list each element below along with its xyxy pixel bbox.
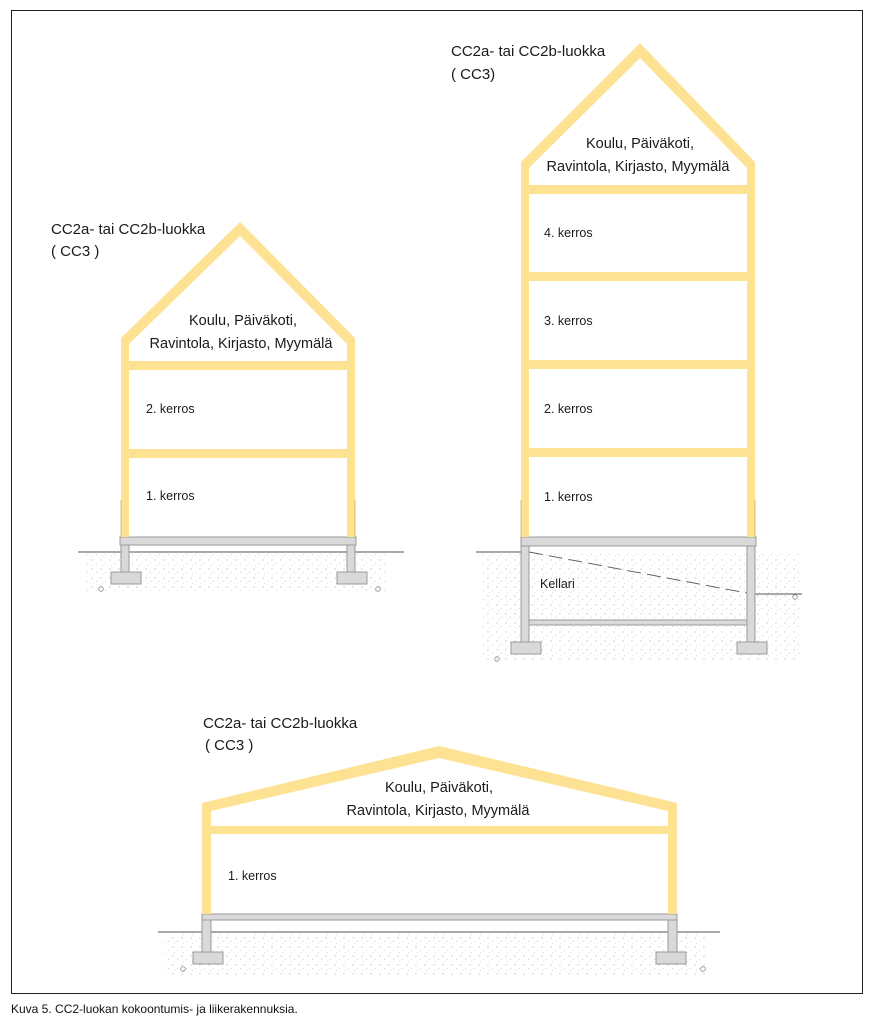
class-label: CC2a- tai CC2b-luokka xyxy=(451,43,606,60)
use-label: Koulu, Päiväkoti, xyxy=(384,780,494,796)
timber-frame xyxy=(521,43,755,537)
class-label: CC2a- tai CC2b-luokka xyxy=(51,221,206,238)
use-label: Ravintola, Kirjasto, Myymälä xyxy=(346,803,530,819)
use-label: Ravintola, Kirjasto, Myymälä xyxy=(149,336,333,352)
building-small xyxy=(51,221,404,591)
floor-label: 1. kerros xyxy=(228,869,277,883)
floor-label: 4. kerros xyxy=(544,226,593,240)
floor-label: 2. kerros xyxy=(146,402,195,416)
floor-label: 1. kerros xyxy=(146,489,195,503)
use-label: Koulu, Päiväkoti, xyxy=(585,136,695,152)
use-label: Ravintola, Kirjasto, Myymälä xyxy=(546,159,730,175)
basement-label: Kellari xyxy=(540,577,575,591)
building-tall xyxy=(451,43,802,661)
class-label-cc3: ( CC3 ) xyxy=(205,737,254,754)
class-label: CC2a- tai CC2b-luokka xyxy=(203,715,358,732)
floor-label: 1. kerros xyxy=(544,490,593,504)
ground-soil xyxy=(165,933,705,977)
use-label: Koulu, Päiväkoti, xyxy=(188,313,298,329)
figure-caption: Kuva 5. CC2-luokan kokoontumis- ja liikerakennuksia. xyxy=(11,1002,298,1016)
class-label-cc3: ( CC3 ) xyxy=(51,243,100,260)
floor-label: 3. kerros xyxy=(544,314,593,328)
building-wide xyxy=(158,715,720,977)
timber-frame xyxy=(202,746,677,914)
floor-label: 2. kerros xyxy=(544,402,593,416)
class-label-cc3: ( CC3) xyxy=(451,66,496,83)
